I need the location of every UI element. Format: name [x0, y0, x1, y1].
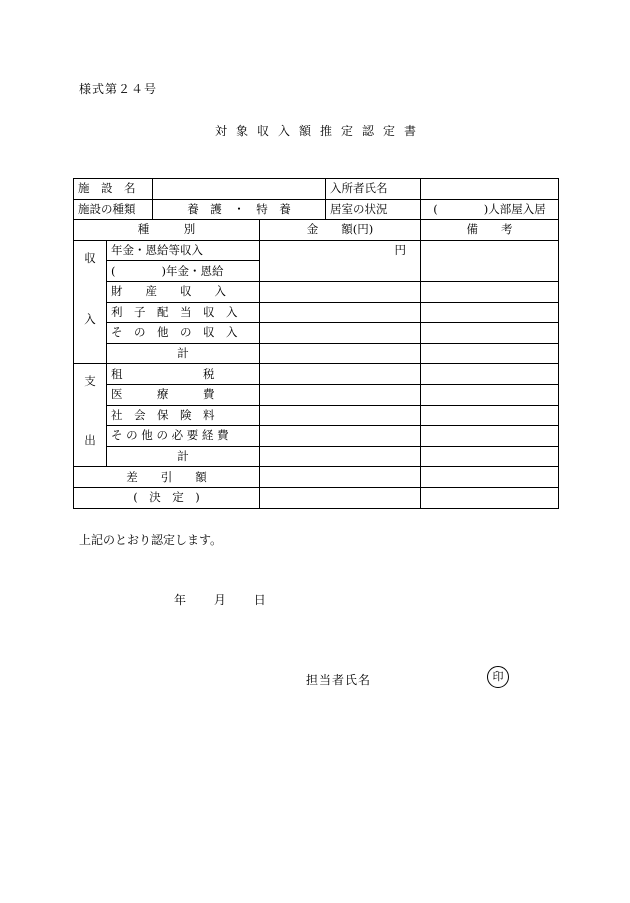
income-total-field[interactable]: [260, 343, 421, 364]
facility-type-label: 施設の種類: [74, 199, 153, 220]
property-amount-field[interactable]: [260, 281, 421, 302]
header-row: [74, 220, 559, 241]
pension-amount-field[interactable]: [260, 240, 421, 281]
social-insurance-remarks-field[interactable]: [421, 405, 559, 426]
expense-social-row: [74, 405, 559, 426]
income-section-label: 収 入: [74, 240, 107, 364]
person-in-charge-label: 担当者氏名: [306, 673, 372, 687]
date-line: [174, 591, 290, 608]
difference-remarks-field[interactable]: [421, 467, 559, 488]
medical-remarks-field[interactable]: [421, 384, 559, 405]
interest-income-label: 利 子 配 当 収 入: [107, 302, 260, 323]
form-number: 様式第２４号: [79, 82, 158, 96]
resident-name-field[interactable]: [421, 179, 559, 200]
difference-amount-field[interactable]: [260, 467, 421, 488]
interest-amount-field[interactable]: [260, 302, 421, 323]
decision-remarks-field[interactable]: [421, 487, 559, 508]
expense-total-row: [74, 446, 559, 467]
type-header: 種 別: [74, 220, 260, 241]
remarks-header: 備 考: [421, 220, 559, 241]
medical-label: 医 療 費: [107, 384, 260, 405]
facility-name-row: [74, 179, 559, 200]
amount-header: 金 額(円): [260, 220, 421, 241]
social-insurance-amount-field[interactable]: [260, 405, 421, 426]
day-label: 日: [253, 593, 266, 607]
other-income-label: そ の 他 の 収 入: [107, 323, 260, 344]
other-expense-amount-field[interactable]: [260, 426, 421, 447]
tax-remarks-field[interactable]: [421, 364, 559, 385]
other-income-remarks-field[interactable]: [421, 323, 559, 344]
income-interest-row: [74, 302, 559, 323]
tax-label: 租 税: [107, 364, 260, 385]
other-expense-remarks-field[interactable]: [421, 426, 559, 447]
seal-stamp: 印: [487, 666, 509, 688]
closing-statement: 上記のとおり認定します。: [79, 533, 223, 547]
resident-name-label: 入所者氏名: [326, 179, 421, 200]
room-status-value: ( )人部屋入居: [421, 199, 559, 220]
interest-remarks-field[interactable]: [421, 302, 559, 323]
other-income-amount-field[interactable]: [260, 323, 421, 344]
income-total-remarks-field[interactable]: [421, 343, 559, 364]
income-pension-row: [74, 240, 559, 261]
expense-tax-row: [74, 364, 559, 385]
facility-type-value: 養 護 ・ 特 養: [153, 199, 326, 220]
property-remarks-field[interactable]: [421, 281, 559, 302]
expense-other-row: [74, 426, 559, 447]
yen-unit: 円: [394, 242, 406, 257]
year-label: 年: [174, 593, 187, 607]
expense-section-label: 支 出: [74, 364, 107, 467]
property-income-label: 財 産 収 入: [107, 281, 260, 302]
income-property-row: [74, 281, 559, 302]
medical-amount-field[interactable]: [260, 384, 421, 405]
facility-name-label: 施 設 名: [74, 179, 153, 200]
decision-label: ( 決 定 ): [74, 487, 260, 508]
other-expense-label: そ の 他 の 必 要 経 費: [107, 426, 260, 447]
pension-type-label: ( )年金・恩給: [107, 261, 260, 282]
expense-total-label: 計: [107, 446, 260, 467]
difference-row: [74, 467, 559, 488]
decision-amount-field[interactable]: [260, 487, 421, 508]
income-other-row: [74, 323, 559, 344]
room-status-label: 居室の状況: [326, 199, 421, 220]
social-insurance-label: 社 会 保 険 料: [107, 405, 260, 426]
expense-medical-row: [74, 384, 559, 405]
income-total-row: [74, 343, 559, 364]
difference-label: 差 引 額: [74, 467, 260, 488]
pension-income-label: 年金・恩給等収入: [107, 240, 260, 261]
expense-total-remarks-field[interactable]: [421, 446, 559, 467]
document-title: 対象収入額推定認定書: [214, 124, 425, 138]
assessment-table: [73, 178, 559, 509]
pension-remarks-field[interactable]: [421, 240, 559, 281]
income-total-label: 計: [107, 343, 260, 364]
decision-row: [74, 487, 559, 508]
month-label: 月: [213, 593, 226, 607]
facility-type-row: [74, 199, 559, 220]
tax-amount-field[interactable]: [260, 364, 421, 385]
expense-total-field[interactable]: [260, 446, 421, 467]
facility-name-field[interactable]: [153, 179, 326, 200]
